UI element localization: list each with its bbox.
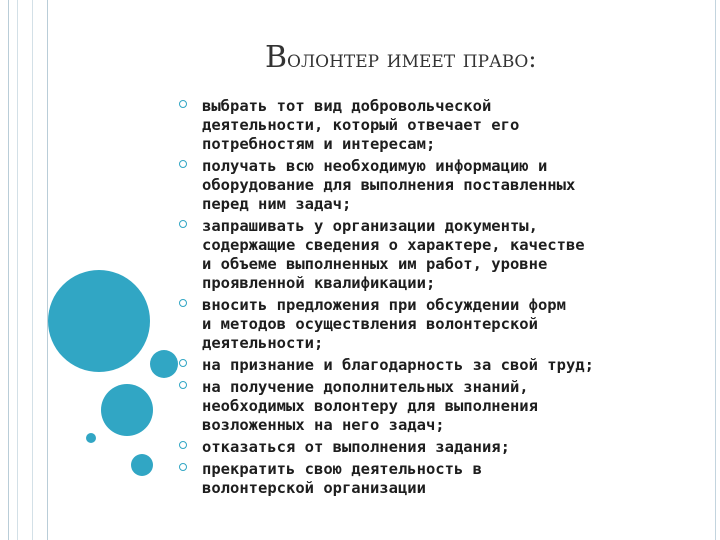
- list-item: [178, 355, 698, 374]
- ring-bullet-icon: [179, 220, 187, 228]
- list-item-text: отказаться от выполнения задания;: [202, 438, 510, 456]
- list-item: [178, 295, 698, 352]
- list-item-text: прекратить свою деятельность в волонтерской организации: [202, 460, 482, 497]
- decorative-circle-dot: [86, 433, 96, 443]
- list-item-text: получать всю необходимую информацию и оборудование для выполнения поставленных перед ним задач;: [202, 157, 576, 213]
- decorative-circle-small: [150, 350, 178, 378]
- list-item: [178, 216, 698, 292]
- ring-bullet-icon: [179, 299, 187, 307]
- list-item: [178, 156, 698, 213]
- list-item-text: запрашивать у организации документы, содержащие сведения о характере, качестве и объеме выполненных им работ, уровне проявленной квалификации;: [202, 217, 585, 292]
- ring-bullet-icon: [179, 381, 187, 389]
- list-item-text: выбрать тот вид добровольческой деятельности, который отвечает его потребностям и интересам;: [202, 97, 520, 153]
- list-item: [178, 96, 698, 153]
- ring-bullet-icon: [179, 160, 187, 168]
- list-item-text: на признание и благодарность за свой труд;: [202, 356, 594, 374]
- rights-list: [178, 96, 698, 500]
- list-item-text: на получение дополнительных знаний, необходимых волонтеру для выполнения возложенных на него задач;: [202, 378, 538, 434]
- list-item: [178, 437, 698, 456]
- decorative-circle-medium: [101, 384, 153, 436]
- decorative-circle-large: [48, 270, 150, 372]
- title-rest: олонтер имеет право:: [287, 45, 537, 73]
- ring-bullet-icon: [179, 359, 187, 367]
- right-border-line: [715, 0, 716, 540]
- list-item: [178, 459, 698, 497]
- left-border-inner-stripe: [17, 0, 33, 540]
- page-title: [265, 40, 645, 75]
- decorative-circle-small-lower: [131, 454, 153, 476]
- list-item: [178, 377, 698, 434]
- list-item-text: вносить предложения при обсуждении форм и методов осуществления волонтерской деятельности;: [202, 296, 566, 352]
- ring-bullet-icon: [179, 463, 187, 471]
- title-initial: В: [265, 40, 288, 75]
- left-border-decoration: [8, 0, 48, 540]
- ring-bullet-icon: [179, 441, 187, 449]
- ring-bullet-icon: [179, 100, 187, 108]
